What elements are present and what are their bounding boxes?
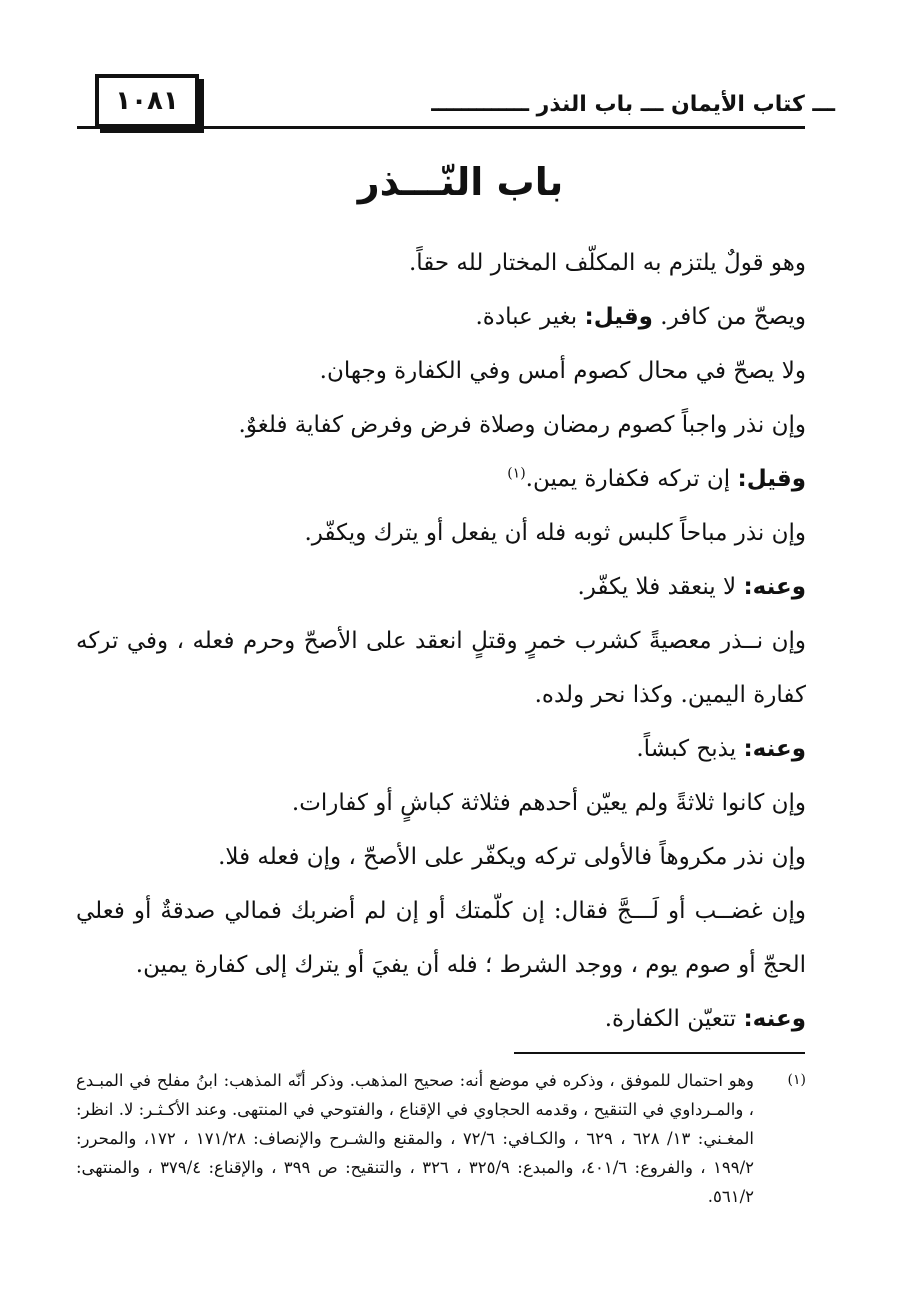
paragraph-text: إن تركه فكفارة يمين. bbox=[525, 466, 738, 492]
paragraph: وإن نذر واجباً كصوم رمضان وصلاة فرض وفرض كفاية فلغوٌ. bbox=[238, 412, 806, 438]
chapter-title: باب النّـــذر bbox=[357, 160, 564, 204]
header-rule bbox=[77, 126, 805, 129]
paragraph-text: لا ينعقد فلا يكفّر. bbox=[577, 574, 744, 600]
paragraph: ولا يصحّ في محال كصوم أمس وفي الكفارة وجهان. bbox=[319, 358, 806, 384]
paragraph: وإن غضــب أو لَـــجَّ فقال: إن كلّمتك أو إن لم أضربك فمالي صدقةٌ أو فعلي الحجّ أو صوم يوم ، ووجد الشرط ؛ فله أن يفيَ أو يترك إلى كفارة يمين. bbox=[76, 898, 806, 978]
paragraph bbox=[76, 290, 806, 344]
paragraph bbox=[76, 992, 806, 1046]
footnote-rule bbox=[514, 1052, 805, 1054]
paragraph-text: يذبح كبشاً. bbox=[636, 736, 744, 762]
paragraph bbox=[76, 560, 806, 614]
paragraph: وإن كانوا ثلاثةً ولم يعيّن أحدهم فثلاثة كباشٍ أو كفارات. bbox=[291, 790, 806, 816]
footnote-number: (١) bbox=[787, 1072, 806, 1088]
paragraph-label: وعنه: bbox=[743, 574, 806, 600]
paragraph bbox=[76, 452, 806, 506]
footnote bbox=[76, 1066, 806, 1211]
paragraph bbox=[76, 722, 806, 776]
body-text bbox=[76, 236, 806, 1046]
paragraph-label: وعنه: bbox=[743, 1006, 806, 1032]
paragraph-text: ويصحّ من كافر. bbox=[652, 304, 806, 330]
paragraph: وإن نذر مباحاً كلبس ثوبه فله أن يفعل أو يترك ويكفّر. bbox=[304, 520, 806, 546]
footnote-reference[interactable]: (١) bbox=[507, 465, 526, 482]
running-title: ـــ كتاب الأيمان ـــ باب النذر ـــــــــــــ bbox=[431, 92, 835, 117]
paragraph-text: بغير عبادة. bbox=[475, 304, 585, 330]
paragraph-label: وقيل: bbox=[737, 466, 806, 492]
paragraph: وهو قولٌ يلتزم به المكلّف المختار لله حقاً. bbox=[408, 250, 806, 276]
paragraph-text: تتعيّن الكفارة. bbox=[604, 1006, 744, 1032]
page-number: ١٠٨١ bbox=[95, 74, 199, 128]
paragraph-label: وقيل: bbox=[584, 304, 653, 330]
paragraph-label: وعنه: bbox=[743, 736, 806, 762]
paragraph: وإن نــذر معصيةً كشرب خمرٍ وقتلٍ انعقد على الأصحّ وحرم فعله ، وفي تركه كفارة اليمين. وكذا نحر ولده. bbox=[76, 628, 806, 708]
footnote-text: وهو احتمال للموفق ، وذكره في موضع أنه: صحيح المذهب. وذكر أنّه المذهب: ابنُ مفلح في المبـدع ، والمـرداوي في التنقيح ، وقدمه الحجاوي في الإقناع ، والفتوحي في المنتهى. وعند الأكـثـر: لا. انظر: المغـني: ١٣/ ٦٢٨ ، ٦٢٩ ، والكـافي: ٧٢/٦ ، والمقنع والشـرح والإنصاف: ١٧١/٢٨ ، ١٧٢، والمحرر: ١٩٩/٢ ، والفروع: ٤٠١/٦، والمبدع: ٣٢٥/٩ ، ٣٢٦ ، والتنقيح: ص ٣٩٩ ، والإقناع: ٣٧٩/٤ ، والمنتهى: ٥٦١/٢. bbox=[76, 1071, 754, 1206]
paragraph: وإن نذر مكروهاً فالأولى تركه ويكفّر على الأصحّ ، وإن فعله فلا. bbox=[218, 844, 806, 870]
